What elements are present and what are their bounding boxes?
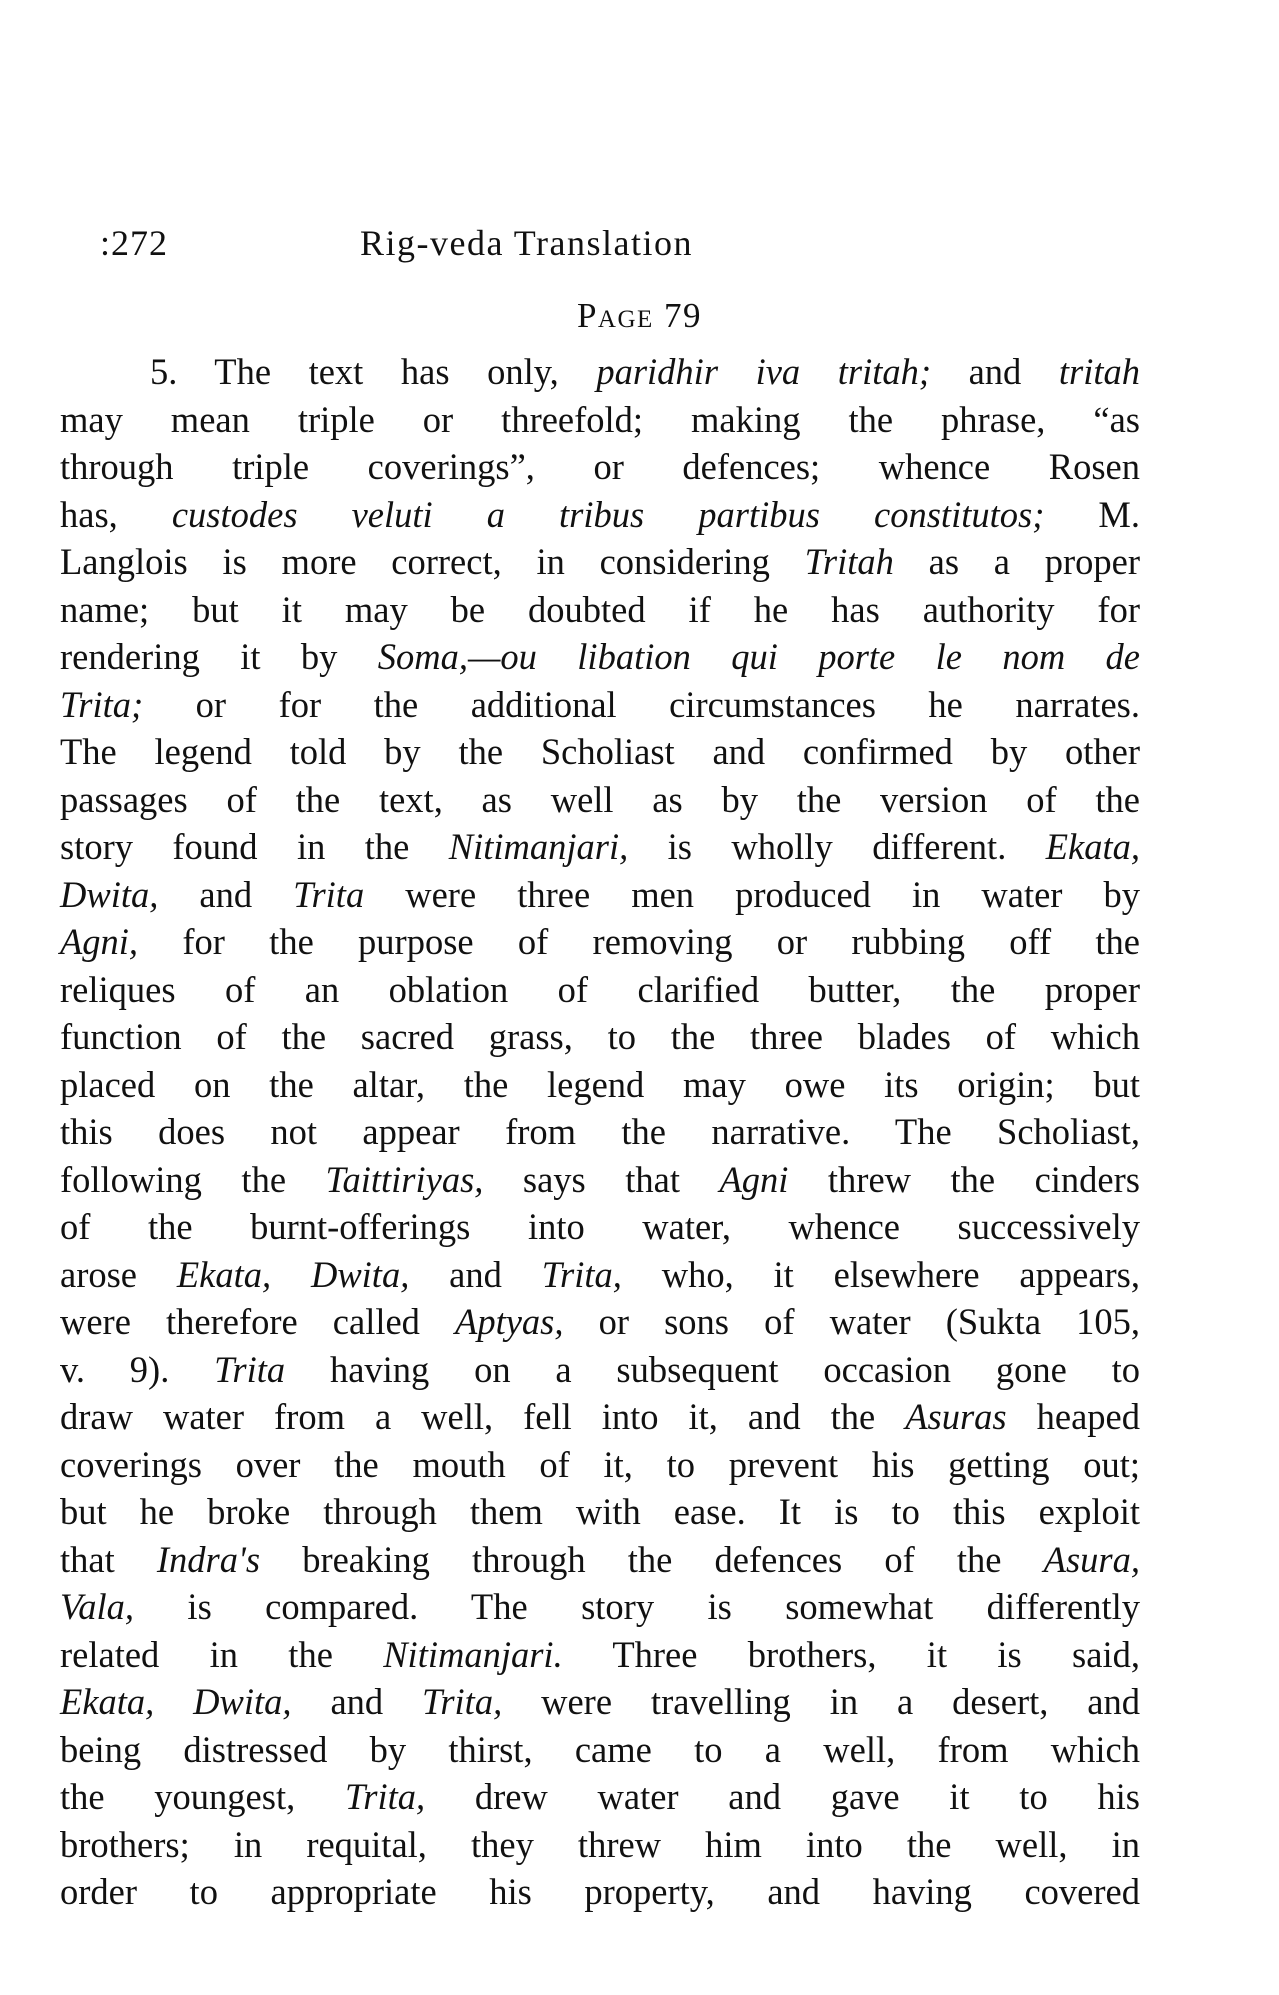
- text-line: draw water from a well, fell into it, and the Asuras heaped: [60, 1396, 1140, 1437]
- running-title: Rig-veda Translation: [360, 223, 693, 263]
- text-line: Langlois is more correct, in considering Tritah as a proper: [60, 541, 1140, 582]
- text-line: Vala, is compared. The story is somewhat differently: [60, 1586, 1140, 1627]
- text-line: of the burnt-offerings into water, whence successively: [60, 1206, 1140, 1247]
- text-line: reliques of an oblation of clarified butter, the proper: [60, 968, 1140, 1010]
- text-line: the youngest, Trita, drew water and gave it to his: [60, 1776, 1141, 1817]
- text-line: Ekata, Dwita, and Trita, were travelling in a desert, and: [60, 1681, 1140, 1722]
- text-line: Agni, for the purpose of removing or rubbing off the: [60, 921, 1140, 962]
- text-line: related in the Nitimanjari. Three brothers, it is said,: [60, 1633, 1140, 1675]
- text-line: Trita; or for the additional circumstances he narrates.: [60, 683, 1140, 725]
- text-line: function of the sacred grass, to the three blades of which: [60, 1016, 1140, 1057]
- text-line: v. 9). Trita having on a subsequent occasion gone to: [60, 1348, 1140, 1390]
- text-line: through triple coverings”, or defences; whence Rosen: [60, 446, 1140, 487]
- text-line: arose Ekata, Dwita, and Trita, who, it elsewhere appears,: [60, 1253, 1141, 1295]
- text-line: rendering it by Soma,—ou libation qui porte le nom de: [60, 636, 1141, 677]
- text-line: The legend told by the Scholiast and confirmed by other: [60, 731, 1140, 772]
- text-line: following the Taittiriyas, says that Agni threw the cinders: [60, 1158, 1140, 1200]
- text-line: brothers; in requital, they threw him into the well, in: [60, 1823, 1140, 1865]
- text-line: has, custodes veluti a tribus partibus constitutos; M.: [60, 493, 1140, 535]
- note-text: [60, 348, 1140, 1916]
- text-line: may mean triple or threefold; making the phrase, “as: [60, 398, 1140, 440]
- text-line: that Indra's breaking through the defences of the Asura,: [60, 1538, 1141, 1580]
- text-line: passages of the text, as well as by the version of the: [60, 778, 1140, 820]
- page-number: :272: [100, 223, 169, 263]
- text-line: this does not appear from the narrative. The Scholiast,: [60, 1111, 1140, 1152]
- text-line: being distressed by thirst, came to a well, from which: [60, 1728, 1140, 1770]
- text-line: 5. The text has only, paridhir iva tritah; and tritah: [150, 351, 1141, 392]
- text-line: were therefore called Aptyas, or sons of water (Sukta 105,: [60, 1301, 1140, 1342]
- page-header: [100, 222, 1180, 272]
- text-line: name; but it may be doubted if he has authority for: [60, 588, 1140, 630]
- section-heading: Page 79: [576, 296, 703, 335]
- text-line: Dwita, and Trita were three men produced in water by: [60, 873, 1140, 915]
- text-line: order to appropriate his property, and having covered: [60, 1871, 1140, 1912]
- text-line: placed on the altar, the legend may owe its origin; but: [60, 1063, 1140, 1105]
- text-line: coverings over the mouth of it, to prevent his getting out;: [60, 1443, 1140, 1485]
- text-line: but he broke through them with ease. It is to this exploit: [60, 1491, 1140, 1532]
- text-line: story found in the Nitimanjari, is wholly different. Ekata,: [60, 826, 1140, 867]
